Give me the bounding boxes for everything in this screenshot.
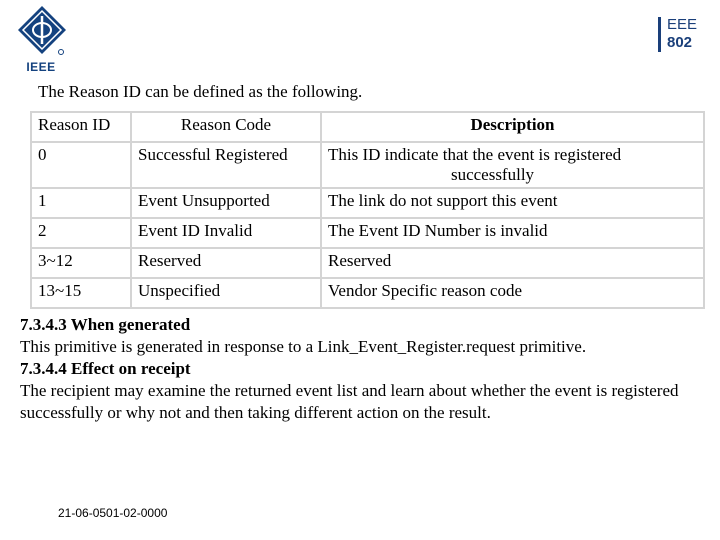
cell-reason-code: Event Unsupported xyxy=(131,188,321,218)
section-heading-when-generated: 7.3.4.3 When generated xyxy=(20,315,191,334)
table-row xyxy=(31,278,704,308)
ieee-logo xyxy=(16,4,74,76)
section-text-effect-on-receipt: The recipient may examine the returned event list and learn about whether the event is registered successfully or why not and then taking different action on the result. xyxy=(20,381,679,422)
logo-line-2: 802 xyxy=(667,34,693,51)
cell-description xyxy=(321,142,704,188)
ieee-diamond-icon xyxy=(16,4,68,60)
description-line-2: successfully xyxy=(450,165,535,184)
logo-line-1: EEE xyxy=(667,16,698,33)
description-line-1: This ID indicate that the event is registered xyxy=(328,145,622,164)
cell-description: The Event ID Number is invalid xyxy=(321,218,704,248)
header-reason-id: Reason ID xyxy=(31,112,131,142)
intro-text: The Reason ID can be defined as the following. xyxy=(38,82,363,101)
table-row xyxy=(31,218,704,248)
table-row xyxy=(31,188,704,218)
document-number: 21-06-0501-02-0000 xyxy=(58,506,168,520)
ieee-802-logo xyxy=(658,15,704,55)
cell-reason-id: 2 xyxy=(31,218,131,248)
section-text-when-generated: This primitive is generated in response to a Link_Event_Register.request primitive. xyxy=(20,337,587,356)
cell-reason-id: 3~12 xyxy=(31,248,131,278)
cell-reason-id: 1 xyxy=(31,188,131,218)
cell-reason-code: Event ID Invalid xyxy=(131,218,321,248)
cell-description: The link do not support this event xyxy=(321,188,704,218)
cell-description: Vendor Specific reason code xyxy=(321,278,704,308)
section-heading-effect-on-receipt: 7.3.4.4 Effect on receipt xyxy=(20,359,191,378)
cell-description: Reserved xyxy=(321,248,704,278)
cell-reason-id: 13~15 xyxy=(31,278,131,308)
body-text xyxy=(20,314,710,424)
ieee-wordmark: IEEE xyxy=(26,60,56,74)
reason-table xyxy=(30,111,705,309)
cell-reason-code: Reserved xyxy=(131,248,321,278)
table-row xyxy=(31,248,704,278)
cell-reason-id: 0 xyxy=(31,142,131,188)
cell-reason-code: Unspecified xyxy=(131,278,321,308)
table-row xyxy=(31,142,704,188)
table-header-row xyxy=(31,112,704,142)
header-reason-code: Reason Code xyxy=(131,112,321,142)
header-description: Description xyxy=(321,112,704,142)
cell-reason-code: Successful Registered xyxy=(131,142,321,188)
logo-bar xyxy=(658,17,661,52)
